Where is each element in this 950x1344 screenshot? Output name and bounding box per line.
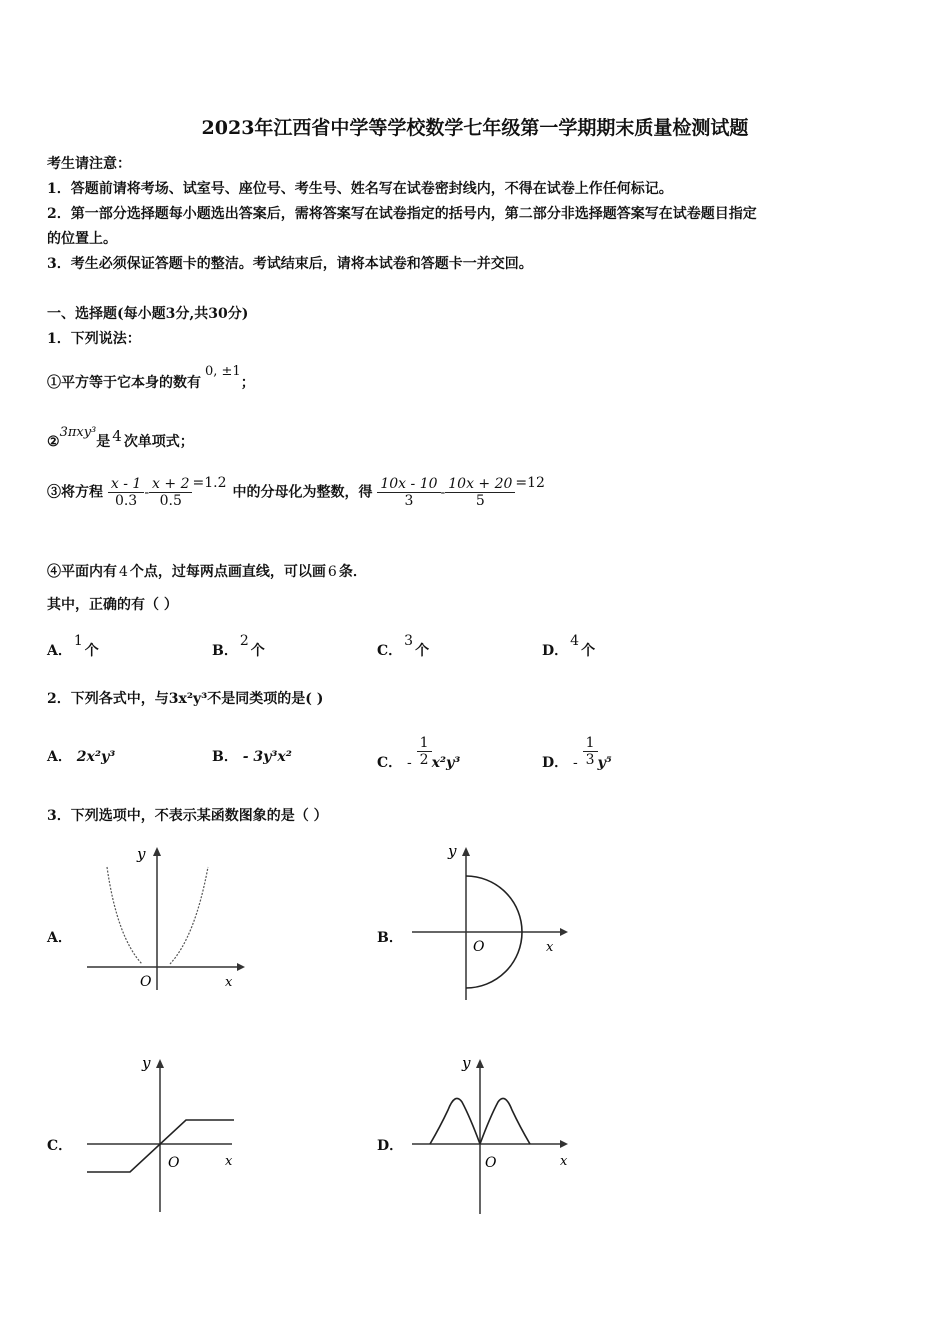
q1-s4-n2: 6 bbox=[327, 564, 337, 580]
fraction-1 bbox=[108, 476, 144, 509]
x-label: x bbox=[560, 1154, 568, 1169]
q1-statement-1 bbox=[47, 364, 255, 392]
x-arrow bbox=[560, 928, 568, 936]
q3-option-b-label[interactable]: B． bbox=[377, 930, 403, 946]
q2-option-b[interactable] bbox=[212, 746, 292, 766]
fraction-2 bbox=[149, 476, 192, 509]
fraction-3-num: 10x - 10 bbox=[377, 476, 440, 493]
q1-s2-prefix: ② bbox=[47, 434, 60, 450]
q1-option-b-label: B． bbox=[212, 643, 238, 659]
x-label: x bbox=[225, 975, 233, 990]
q2-option-c-fraction-den: 2 bbox=[419, 752, 429, 768]
y-arrow bbox=[476, 1059, 484, 1068]
q1-s4-b: 个点，过每两点画直线，可以画 bbox=[129, 564, 326, 580]
q2-option-d-minus: - bbox=[573, 754, 578, 771]
q3-option-d-label[interactable]: D． bbox=[377, 1138, 404, 1154]
origin-label: O bbox=[473, 939, 485, 955]
q1-ask: 其中，正确的有（ ） bbox=[47, 597, 178, 613]
q2-option-b-label: B． bbox=[212, 749, 238, 765]
q1-option-a-label: A． bbox=[47, 643, 72, 659]
q2-option-d-fraction bbox=[583, 735, 598, 768]
q1-s2-suffix: 次单项式； bbox=[123, 434, 194, 450]
q1-s2-mid: 是 bbox=[96, 434, 111, 450]
q1-s4-c: 条． bbox=[338, 564, 367, 580]
q3-stem: 3．下列选项中，不表示某函数图象的是（ ） bbox=[47, 808, 328, 824]
y-label: y bbox=[448, 842, 457, 860]
curve-left bbox=[107, 867, 142, 964]
q2-option-d-fraction-den: 3 bbox=[585, 752, 595, 768]
hump-left bbox=[430, 1098, 480, 1144]
fraction-1-num: x - 1 bbox=[108, 476, 144, 493]
notice-item-2: 2．第一部分选择题每小题选出答案后，需将答案写在试卷指定的括号内，第二部分非选择题答案写在试卷题目指定 bbox=[47, 206, 757, 222]
q1-option-b-num: 2 bbox=[239, 633, 249, 649]
x-arrow bbox=[237, 963, 245, 971]
minus-2: - bbox=[440, 484, 446, 501]
y-label: y bbox=[142, 1054, 151, 1072]
section-heading: 一、选择题(每小题3分,共30分) bbox=[47, 306, 249, 322]
hump-right bbox=[480, 1098, 530, 1144]
page-title: 2023年江西省中学等学校数学七年级第一学期期末质量检测试题 bbox=[201, 117, 749, 139]
q2-stem: 2．下列各式中，与3x²y³不是同类项的是( ) bbox=[47, 691, 324, 707]
q1-s3-prefix: ③将方程 bbox=[47, 484, 103, 501]
notice-heading: 考生请注意： bbox=[47, 156, 131, 172]
q2-option-c-fraction-num: 1 bbox=[417, 735, 432, 752]
fraction-2-num: x + 2 bbox=[149, 476, 192, 493]
q1-option-a-num: 1 bbox=[73, 633, 83, 649]
fraction-3-den: 3 bbox=[404, 493, 414, 509]
q1-s4-n1: 4 bbox=[119, 564, 128, 580]
q1-s2-num: 4 bbox=[112, 427, 122, 445]
q2-option-c[interactable] bbox=[377, 721, 461, 771]
q1-option-c[interactable] bbox=[377, 633, 430, 660]
q1-option-d-label: D． bbox=[542, 643, 569, 659]
fraction-4 bbox=[445, 476, 515, 509]
fraction-2-den: 0.5 bbox=[159, 493, 182, 509]
rhs-1: =1.2 bbox=[192, 474, 227, 491]
q2-option-a[interactable] bbox=[47, 746, 115, 766]
q2-option-d[interactable] bbox=[542, 721, 612, 771]
q1-option-d-num: 4 bbox=[570, 633, 580, 649]
q2-option-c-minus: - bbox=[407, 754, 412, 771]
origin-label: O bbox=[485, 1155, 497, 1171]
y-label: y bbox=[137, 845, 146, 863]
q1-option-a[interactable] bbox=[47, 633, 99, 660]
notice-item-3: 3．考生必须保证答题卡的整洁。考试结束后，请将本试卷和答题卡一并交回。 bbox=[47, 256, 533, 272]
fraction-4-den: 5 bbox=[475, 493, 485, 509]
q1-option-d-unit: 个 bbox=[581, 643, 596, 659]
y-arrow bbox=[156, 1059, 164, 1068]
origin-label: O bbox=[168, 1155, 180, 1171]
fraction-3 bbox=[377, 476, 440, 509]
q1-option-c-label: C． bbox=[377, 643, 403, 659]
q1-option-c-unit: 个 bbox=[415, 643, 430, 659]
q1-stem: 1．下列说法： bbox=[47, 331, 141, 347]
q3-graph-b[interactable] bbox=[410, 840, 575, 1005]
q1-option-b-unit: 个 bbox=[250, 643, 265, 659]
fraction-1-den: 0.3 bbox=[114, 493, 138, 509]
q2-option-d-label: D． bbox=[542, 754, 569, 771]
q3-graph-a[interactable] bbox=[82, 842, 247, 992]
q3-option-a-label[interactable]: A． bbox=[47, 930, 72, 946]
q1-s1-prefix: ①平方等于它本身的数有 bbox=[47, 375, 201, 391]
y-arrow bbox=[462, 847, 470, 856]
x-label: x bbox=[225, 1154, 233, 1169]
notice-item-2-cont: 的位置上。 bbox=[47, 231, 117, 247]
q1-option-a-unit: 个 bbox=[84, 643, 99, 659]
fraction-4-num: 10x + 20 bbox=[445, 476, 515, 493]
origin-label: O bbox=[140, 974, 152, 990]
q1-option-d[interactable] bbox=[542, 633, 596, 660]
q1-s4-a: ④平面内有 bbox=[47, 564, 117, 580]
q1-statement-3 bbox=[47, 476, 545, 509]
q2-option-d-expr: y⁵ bbox=[597, 754, 612, 771]
rhs-2: =12 bbox=[515, 474, 545, 491]
q2-option-d-fraction-num: 1 bbox=[583, 735, 598, 752]
q1-s1-math: 0, ±1 bbox=[205, 364, 241, 379]
minus-1: - bbox=[144, 484, 150, 501]
q3-graph-c[interactable] bbox=[82, 1052, 247, 1217]
q2-option-c-expr: x²y³ bbox=[431, 754, 461, 771]
q2-option-c-label: C． bbox=[377, 754, 403, 771]
q1-statement-4 bbox=[47, 561, 367, 581]
q1-s1-suffix: ； bbox=[240, 375, 255, 391]
q1-option-b[interactable] bbox=[212, 633, 265, 660]
curve-right bbox=[170, 867, 208, 964]
q2-option-b-expr: - 3y³x² bbox=[242, 749, 292, 765]
q3-option-c-label[interactable]: C． bbox=[47, 1138, 73, 1154]
y-label: y bbox=[462, 1054, 471, 1072]
q1-option-c-num: 3 bbox=[404, 633, 414, 649]
x-arrow bbox=[560, 1140, 568, 1148]
notice-item-1: 1．答题前请将考场、试室号、座位号、考生号、姓名写在试卷密封线内，不得在试卷上作任何标记。 bbox=[47, 181, 673, 197]
q2-option-a-expr: 2x²y³ bbox=[76, 749, 116, 765]
x-label: x bbox=[546, 940, 554, 955]
q2-option-c-fraction bbox=[417, 735, 432, 768]
y-arrow bbox=[153, 847, 161, 856]
q2-option-a-label: A． bbox=[47, 749, 72, 765]
q1-s2-math: 3πxy³ bbox=[59, 425, 97, 440]
q1-s3-mid: 中的分母化为整数，得 bbox=[232, 484, 373, 501]
q3-graph-d[interactable] bbox=[410, 1052, 575, 1217]
q1-statement-2 bbox=[47, 425, 194, 451]
